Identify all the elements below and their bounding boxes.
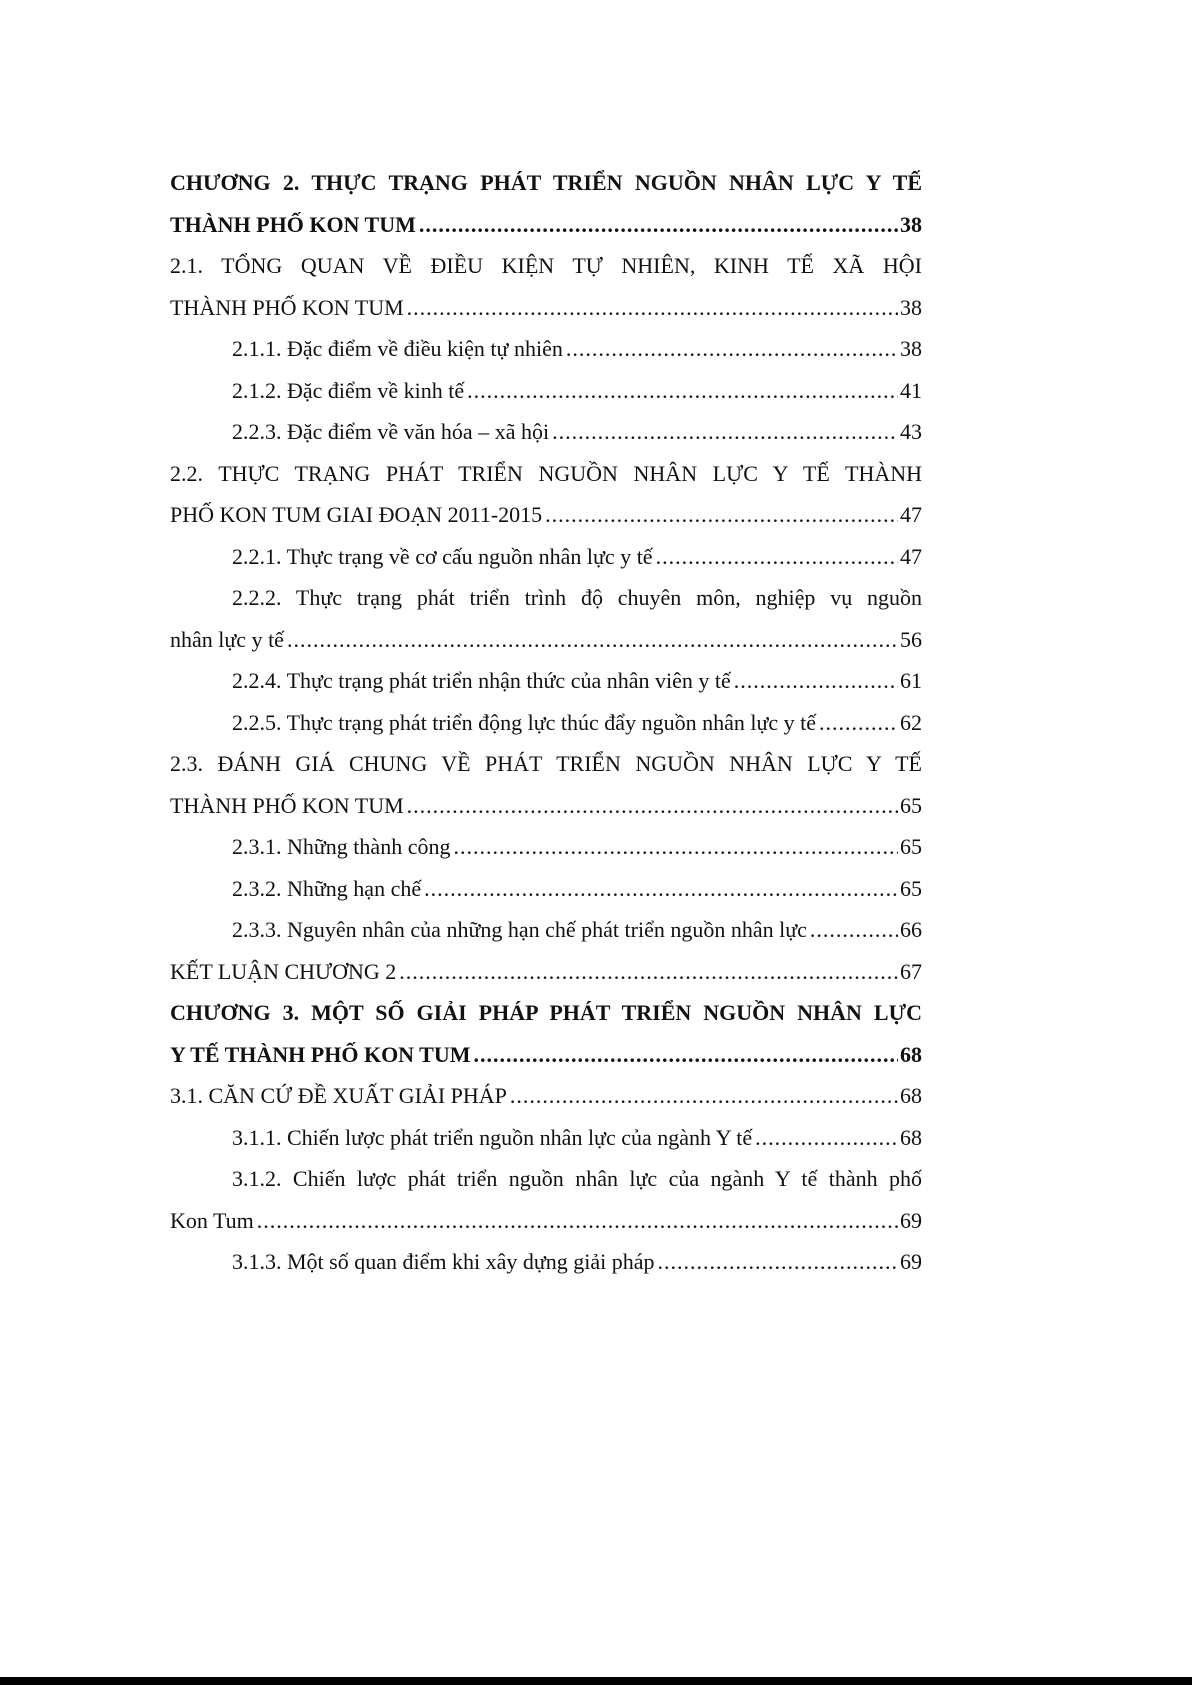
dot-leader	[453, 826, 898, 868]
table-of-contents	[170, 162, 922, 1283]
toc-entry-title: Kon Tum	[170, 1207, 254, 1233]
toc-entry-2-2-3-culture[interactable]	[170, 411, 922, 453]
toc-page-number: 69	[900, 1249, 922, 1274]
toc-entry-2-2-line-2[interactable]	[170, 494, 922, 536]
toc-entry-title: 2.2.5. Thực trạng phát triển động lực thúc đẩy nguồn nhân lực y tế	[232, 709, 817, 735]
toc-entry-title: THÀNH PHỐ KON TUM	[170, 792, 404, 818]
toc-entry-chapter-3-line-1[interactable]: CHƯƠNG 3. MỘT SỐ GIẢI PHÁP PHÁT TRIỂN NGUỒN NHÂN LỰC	[170, 1000, 922, 1025]
toc-entry-title: 2.3.1. Những thành công	[232, 834, 451, 859]
dot-leader	[545, 494, 898, 536]
toc-page-number: 69	[900, 1207, 922, 1233]
toc-page-number: 68	[900, 1083, 922, 1108]
dot-leader	[399, 951, 898, 993]
toc-entry-3-1-2-line-1[interactable]: 3.1.2. Chiến lược phát triển nguồn nhân lực của ngành Y tế thành phố	[232, 1166, 922, 1191]
toc-entry-3-1-2-line-2[interactable]	[170, 1200, 922, 1242]
toc-page-number: 68	[900, 1124, 922, 1150]
toc-entry-3-1[interactable]	[170, 1075, 922, 1117]
toc-entry-2-2-line-1[interactable]: 2.2. THỰC TRẠNG PHÁT TRIỂN NGUỒN NHÂN LỰC Y TẾ THÀNH	[170, 460, 922, 486]
toc-entry-title: 2.2.4. Thực trạng phát triển nhận thức của nhân viên y tế	[232, 668, 731, 693]
toc-entry-title: KẾT LUẬN CHƯƠNG 2	[170, 958, 397, 984]
toc-entry-2-1-line-1[interactable]: 2.1. TỔNG QUAN VỀ ĐIỀU KIỆN TỰ NHIÊN, KINH TẾ XÃ HỘI	[170, 253, 922, 278]
toc-entry-title: nhân lực y tế	[170, 626, 284, 652]
dot-leader	[755, 1117, 898, 1159]
toc-entry-title: 2.3.2. Những hạn chế	[232, 875, 422, 901]
toc-page-number: 47	[900, 502, 922, 527]
toc-page-number: 61	[900, 668, 922, 693]
toc-entry-2-1-2[interactable]	[170, 370, 922, 412]
toc-entry-title: 3.1.3. Một số quan điểm khi xây dựng giải pháp	[232, 1249, 655, 1274]
dot-leader	[257, 1200, 898, 1242]
toc-page-number: 67	[900, 958, 922, 984]
toc-page-number: 65	[900, 834, 922, 859]
toc-entry-2-3-line-1[interactable]: 2.3. ĐÁNH GIÁ CHUNG VỀ PHÁT TRIỂN NGUỒN NHÂN LỰC Y TẾ	[170, 751, 922, 776]
dot-leader	[287, 619, 898, 661]
toc-page-number: 38	[900, 294, 922, 320]
toc-entry-title: 2.2.1. Thực trạng về cơ cấu nguồn nhân lực y tế	[232, 543, 653, 569]
toc-entry-2-1-line-2[interactable]	[170, 287, 922, 329]
dot-leader	[467, 370, 898, 412]
toc-entry-title: 3.1.1. Chiến lược phát triển nguồn nhân lực của ngành Y tế	[232, 1124, 753, 1150]
toc-entry-title: 2.3.3. Nguyên nhân của những hạn chế phát triển nguồn nhân lực	[232, 917, 807, 942]
toc-entry-chapter-2-line-1[interactable]: CHƯƠNG 2. THỰC TRẠNG PHÁT TRIỂN NGUỒN NHÂN LỰC Y TẾ	[170, 170, 922, 195]
toc-page-number: 62	[900, 709, 922, 735]
dot-leader	[566, 328, 898, 370]
toc-entry-2-2-1[interactable]	[170, 536, 922, 578]
toc-entry-2-3-1[interactable]	[170, 826, 922, 868]
dot-leader	[658, 1241, 898, 1283]
dot-leader	[474, 1034, 898, 1076]
toc-page-number: 65	[900, 875, 922, 901]
toc-entry-2-2-4[interactable]	[170, 660, 922, 702]
toc-page-number: 68	[900, 1041, 922, 1067]
toc-entry-2-2-2-line-2[interactable]	[170, 619, 922, 661]
toc-entry-title: 2.1.2. Đặc điểm về kinh tế	[232, 377, 465, 403]
dot-leader	[510, 1075, 898, 1117]
toc-entry-2-3-line-2[interactable]	[170, 785, 922, 827]
toc-entry-3-1-1[interactable]	[170, 1117, 922, 1159]
dot-leader	[424, 868, 898, 910]
toc-entry-title: 2.2.3. Đặc điểm về văn hóa – xã hội	[232, 419, 550, 444]
toc-page-number: 47	[900, 543, 922, 569]
dot-leader	[419, 204, 898, 246]
toc-entry-2-2-5[interactable]	[170, 702, 922, 744]
toc-entry-3-1-3[interactable]	[170, 1241, 922, 1283]
toc-entry-2-2-2-line-1[interactable]: 2.2.2. Thực trạng phát triển trình độ chuyên môn, nghiệp vụ nguồn	[232, 585, 922, 610]
toc-page-number: 56	[900, 626, 922, 652]
toc-entry-chapter-2-line-2[interactable]	[170, 204, 922, 246]
dot-leader	[734, 660, 898, 702]
dot-leader	[552, 411, 898, 453]
toc-entry-title: Y TẾ THÀNH PHỐ KON TUM	[170, 1041, 471, 1067]
toc-entry-2-1-1[interactable]	[170, 328, 922, 370]
toc-entry-chapter-3-line-2[interactable]	[170, 1034, 922, 1076]
toc-entry-2-3-3[interactable]	[170, 909, 922, 951]
dot-leader	[810, 909, 898, 951]
toc-page-number: 65	[900, 792, 922, 818]
toc-entry-title: PHỐ KON TUM GIAI ĐOẠN 2011-2015	[170, 502, 543, 527]
dot-leader	[407, 287, 898, 329]
page-bottom-border	[0, 1677, 1192, 1685]
toc-entry-chapter-2-conclusion[interactable]	[170, 951, 922, 993]
toc-page-number: 66	[900, 917, 922, 942]
dot-leader	[656, 536, 898, 578]
toc-entry-title: THÀNH PHỐ KON TUM	[170, 211, 416, 237]
toc-entry-title: 2.1.1. Đặc điểm về điều kiện tự nhiên	[232, 336, 563, 361]
toc-entry-2-3-2[interactable]	[170, 868, 922, 910]
toc-page-number: 38	[900, 336, 922, 361]
toc-page-number: 38	[900, 211, 922, 237]
toc-entry-title: 3.1. CĂN CỨ ĐỀ XUẤT GIẢI PHÁP	[170, 1083, 507, 1108]
toc-page-number: 41	[900, 377, 922, 403]
dot-leader	[407, 785, 898, 827]
toc-entry-title: THÀNH PHỐ KON TUM	[170, 294, 404, 320]
dot-leader	[819, 702, 898, 744]
toc-page-number: 43	[900, 419, 922, 444]
